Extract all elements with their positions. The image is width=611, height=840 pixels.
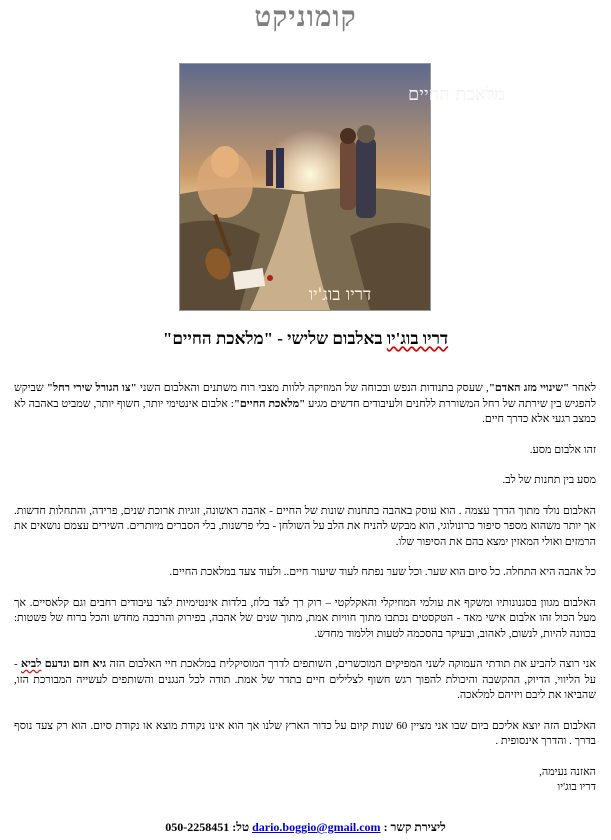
producer-surname: לביא [20, 658, 42, 670]
paragraph-styles: האלבום מגוון בסגנונותיו ומשקף את עולמי המוזיקלי והאקלקטי – רוק רך לצד בלוז, בלדות אינטימיות לצד עיבודים רחבים וגם קלאסיים. אך מעל הכול זהו אלבום אישי מאד - הטקסטים נכתבו מתוך חוויות אמת, מתוך שנים של אהבה, בפירוק והרכבה מחדש והכל ברוח של פשטות: בכוונה להיות, לנשום, לאהוב, ובעיקר בהסכמה לטעות וללמוד מחדש. [14, 596, 596, 640]
heading-artist: דריו בוג'יו [386, 329, 449, 348]
brand-header: קומוניקט [254, 2, 357, 33]
paragraph-thanks [14, 657, 596, 704]
album-heading [0, 329, 611, 349]
cover-artist: דריו בוג'יו [308, 285, 372, 305]
phone-label: טל: [229, 820, 253, 834]
paragraph-album-origin: האלבום נולד מתוך הדרך עצמה . הוא עוסק באהבה בתחנות שונות של החיים - אהבה ראשונה, זוגיות ארוכת שנים, פרידה, והתחלות חדשות. אך יותר משהוא מספר סיפור כרונולוגי, הוא מבקש להניח את הלב על השולחן - בלי פרשנות, בלי הסברים מיותרים. השירים עצמם נושאים את הרמזים ואולי המאזין ימצא בהם את הסיפור שלו. [14, 504, 596, 548]
paragraph-journey: זהו אלבום מסע. [529, 443, 596, 456]
paragraph-sixty: האלבום הזה יוצא אליכם ביום שבו אני מציין 60 שנות קיום על כדור הארץ שלנו אך הוא אינו נקודת מוצא או נקודת סיום. הוא רק צעד נוסף בדרך . והדרך אינסופית . [14, 719, 596, 747]
intro-text-e: שביקש להפגיש בין שירתה של רחל המשוררת ללחנים ולעיבודים חדשים מגיע [14, 382, 597, 410]
heading-middle: באלבום שלישי - [273, 329, 387, 348]
contact-label: ליצירת קשר : [383, 820, 446, 834]
contact-email-link[interactable]: dario.boggio@gmail.com [252, 820, 381, 834]
cover-title: מלאכת החיים [408, 84, 506, 105]
album-cover [179, 63, 506, 311]
phone-number: 050-2258451 [165, 820, 230, 834]
intro-text-g: : אלבום אינטימי יותר, חשוף יותר, שמביט באהבה לא כמצב רגעי אלא כדרך חיים. [14, 397, 596, 425]
contact-footer [0, 820, 611, 835]
thanks-text-a: אני רוצה להביע את תודתי העמוקה לשני המפיקים המוכשרים, השותפים לדרך המוסיקלית במלאכת חיי האלבום הזה [106, 658, 596, 670]
paragraph-heart-stations: מסע בין תחנות של לב. [502, 474, 596, 486]
album-cover-art [180, 64, 506, 310]
press-release-body [14, 381, 596, 796]
album-one-name: "שינויי מזג האדם" [488, 382, 570, 394]
producers-names: גיא חזם ונדעם [41, 658, 107, 670]
intro-text-c: , שעסק בתנודות הנפש ובכוחה של המוזיקה ללוות מצבי רוח משתנים והאלבום השני [136, 382, 489, 394]
album-three-name: "מלאכת החיים" [233, 397, 306, 410]
album-two-name: "צו הגורל שירי רחל" [46, 382, 137, 394]
sign-off-greeting: האזנה נעימה, [539, 765, 596, 778]
paragraph-every-love: כל אהבה היא התחלה. כל סיום הוא שער. וכל שער נפתח לעוד שיעור חיים.. ולעוד צעד במלאכת החיים. [169, 566, 596, 578]
sign-off-name: דריו בוג'יו [557, 781, 596, 793]
heading-album: "מלאכת החיים" [162, 329, 274, 348]
intro-text-a: לאחר [569, 382, 596, 394]
paragraph-intro [14, 381, 596, 428]
thanks-text-d: - על הליווי, הדיוק, ההקשבה והיכולת להפוך רגש חשוף לצלילים חיים בתדר של אמת. תודה לכל הנגנים והשותפים לעשייה המבורכת הזו, שהביאו את ליבם ויזיהם למלאכה. [14, 658, 596, 701]
